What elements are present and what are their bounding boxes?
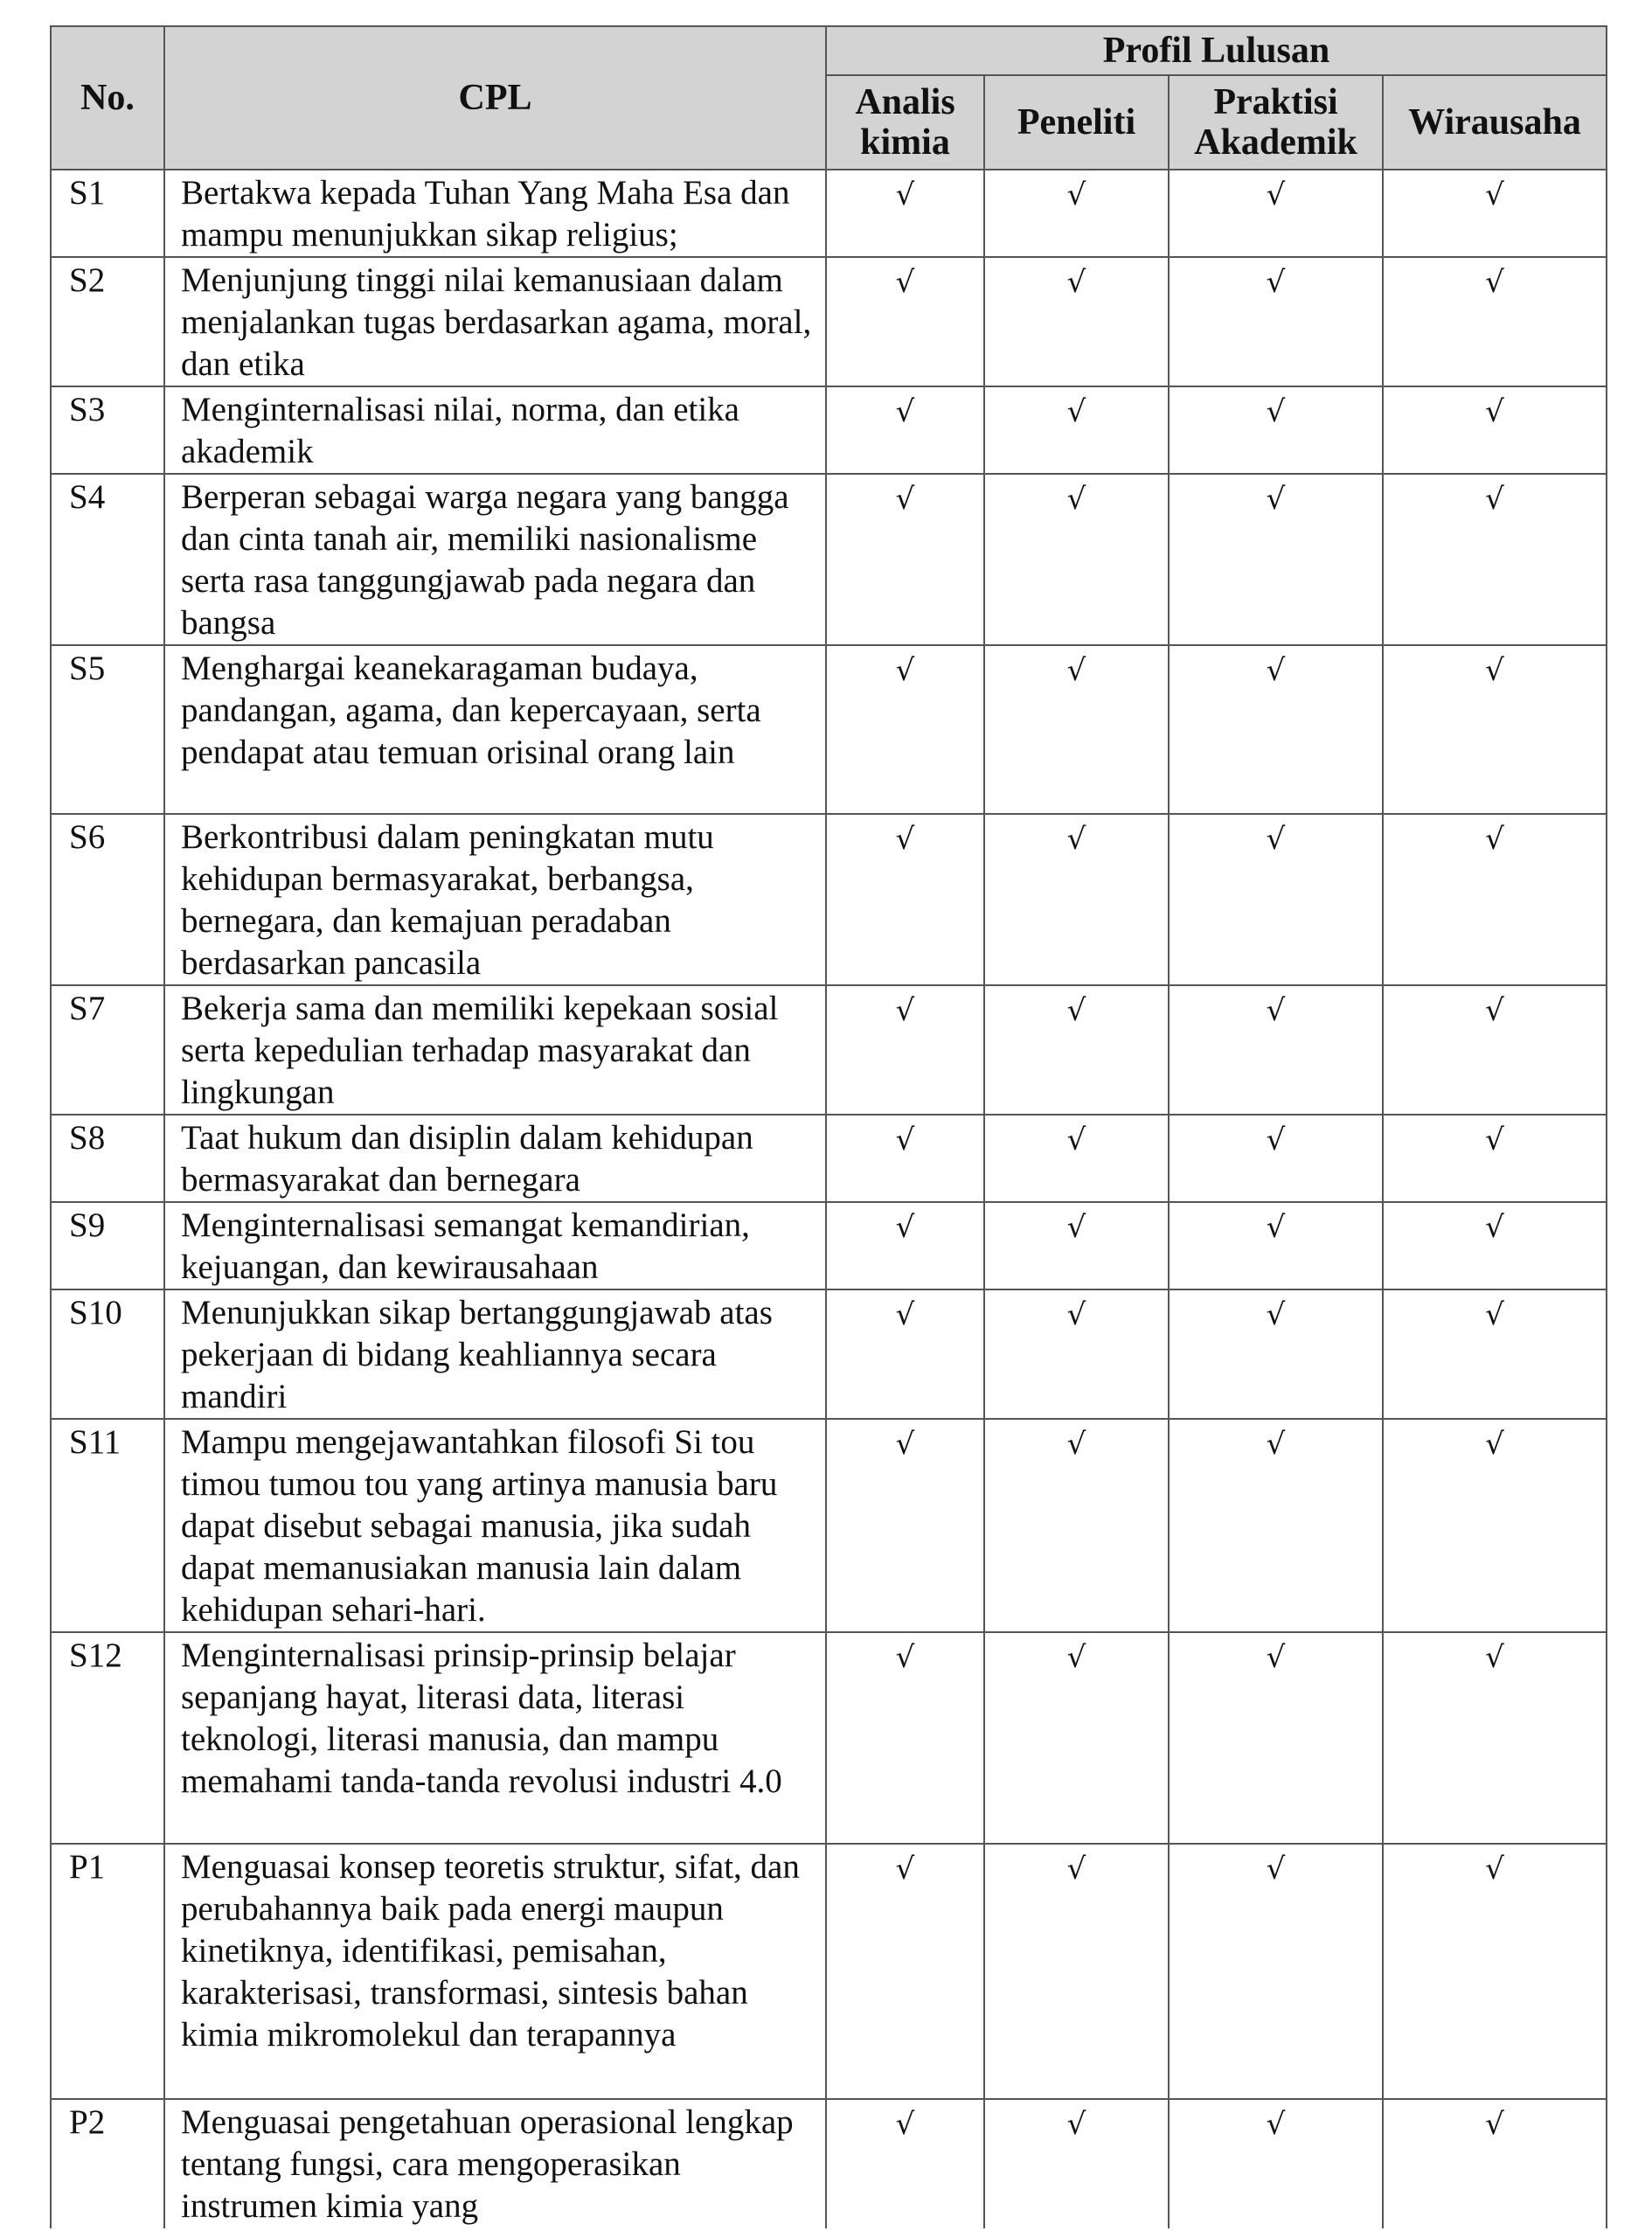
check-mark-wirausaha: √ [1383, 386, 1607, 474]
check-mark-praktisi-akademik: √ [1169, 2099, 1383, 2228]
row-description: Berperan sebagai warga negara yang bangga dan cinta tanah air, memiliki nasionalisme serta rasa tanggungjawab pada negara dan bangsa [164, 474, 826, 645]
check-mark-praktisi-akademik: √ [1169, 985, 1383, 1115]
check-mark-praktisi-akademik: √ [1169, 386, 1383, 474]
row-code: P1 [51, 1844, 164, 2099]
row-code: S1 [51, 170, 164, 257]
check-mark-praktisi-akademik: √ [1169, 645, 1383, 814]
check-mark-peneliti: √ [984, 1115, 1169, 1202]
table-row [51, 170, 1607, 257]
row-code: S5 [51, 645, 164, 814]
check-mark-peneliti: √ [984, 1202, 1169, 1289]
table-row [51, 1419, 1607, 1632]
row-code: S12 [51, 1632, 164, 1844]
check-mark-wirausaha: √ [1383, 1202, 1607, 1289]
table-row [51, 1632, 1607, 1844]
check-mark-peneliti: √ [984, 985, 1169, 1115]
table-header [51, 26, 1607, 170]
check-mark-wirausaha: √ [1383, 1844, 1607, 2099]
check-mark-praktisi-akademik: √ [1169, 170, 1383, 257]
check-mark-praktisi-akademik: √ [1169, 1289, 1383, 1419]
table-row [51, 474, 1607, 645]
check-mark-wirausaha: √ [1383, 1419, 1607, 1632]
header-cpl: CPL [164, 26, 826, 170]
check-mark-praktisi-akademik: √ [1169, 1419, 1383, 1632]
header-no: No. [51, 26, 164, 170]
check-mark-analis-kimia: √ [826, 1289, 984, 1419]
row-code: S4 [51, 474, 164, 645]
table-row [51, 257, 1607, 386]
check-mark-praktisi-akademik: √ [1169, 1115, 1383, 1202]
check-mark-analis-kimia: √ [826, 1202, 984, 1289]
table-row [51, 1289, 1607, 1419]
check-mark-analis-kimia: √ [826, 2099, 984, 2228]
table-row [51, 645, 1607, 814]
check-mark-wirausaha: √ [1383, 1632, 1607, 1844]
check-mark-praktisi-akademik: √ [1169, 1844, 1383, 2099]
check-mark-analis-kimia: √ [826, 645, 984, 814]
check-mark-praktisi-akademik: √ [1169, 814, 1383, 985]
check-mark-praktisi-akademik: √ [1169, 257, 1383, 386]
check-mark-peneliti: √ [984, 2099, 1169, 2228]
row-description: Menginternalisasi prinsip-prinsip belajar sepanjang hayat, literasi data, literasi teknologi, literasi manusia, dan mampu memahami tanda-tanda revolusi industri 4.0 [164, 1632, 826, 1844]
table-row [51, 814, 1607, 985]
check-mark-praktisi-akademik: √ [1169, 1632, 1383, 1844]
table-row [51, 1844, 1607, 2099]
check-mark-peneliti: √ [984, 1419, 1169, 1632]
check-mark-peneliti: √ [984, 474, 1169, 645]
check-mark-analis-kimia: √ [826, 1632, 984, 1844]
check-mark-wirausaha: √ [1383, 170, 1607, 257]
row-code: S7 [51, 985, 164, 1115]
table-body [51, 170, 1607, 2228]
row-code: S2 [51, 257, 164, 386]
row-description: Menjunjung tinggi nilai kemanusiaan dalam menjalankan tugas berdasarkan agama, moral, dan etika [164, 257, 826, 386]
check-mark-peneliti: √ [984, 1289, 1169, 1419]
row-code: S11 [51, 1419, 164, 1632]
check-mark-analis-kimia: √ [826, 386, 984, 474]
check-mark-wirausaha: √ [1383, 2099, 1607, 2228]
row-description: Menunjukkan sikap bertanggungjawab atas pekerjaan di bidang keahliannya secara mandiri [164, 1289, 826, 1419]
check-mark-analis-kimia: √ [826, 1419, 984, 1632]
row-code: S10 [51, 1289, 164, 1419]
row-code: S3 [51, 386, 164, 474]
row-description: Bekerja sama dan memiliki kepekaan sosial serta kepedulian terhadap masyarakat dan lingkungan [164, 985, 826, 1115]
check-mark-analis-kimia: √ [826, 257, 984, 386]
check-mark-analis-kimia: √ [826, 814, 984, 985]
check-mark-wirausaha: √ [1383, 814, 1607, 985]
header-profil-lulusan: Profil Lulusan [826, 26, 1607, 75]
check-mark-analis-kimia: √ [826, 474, 984, 645]
check-mark-peneliti: √ [984, 814, 1169, 985]
table-row [51, 985, 1607, 1115]
row-description: Menguasai konsep teoretis struktur, sifat, dan perubahannya baik pada energi maupun kinetiknya, identifikasi, pemisahan, karakterisasi, transformasi, sintesis bahan kimia mikromolekul dan terapannya [164, 1844, 826, 2099]
header-wirausaha: Wirausaha [1383, 75, 1607, 170]
row-description: Berkontribusi dalam peningkatan mutu kehidupan bermasyarakat, berbangsa, bernegara, dan kemajuan peradaban berdasarkan pancasila [164, 814, 826, 985]
check-mark-wirausaha: √ [1383, 985, 1607, 1115]
check-mark-analis-kimia: √ [826, 985, 984, 1115]
row-description: Bertakwa kepada Tuhan Yang Maha Esa dan mampu menunjukkan sikap religius; [164, 170, 826, 257]
row-description: Menguasai pengetahuan operasional lengkap tentang fungsi, cara mengoperasikan instrumen kimia yang [164, 2099, 826, 2228]
row-code: S9 [51, 1202, 164, 1289]
check-mark-analis-kimia: √ [826, 1844, 984, 2099]
check-mark-wirausaha: √ [1383, 645, 1607, 814]
table-row [51, 2099, 1607, 2228]
table-row [51, 1115, 1607, 1202]
table-row [51, 386, 1607, 474]
check-mark-wirausaha: √ [1383, 1289, 1607, 1419]
row-description: Menginternalisasi semangat kemandirian, kejuangan, dan kewirausahaan [164, 1202, 826, 1289]
check-mark-peneliti: √ [984, 386, 1169, 474]
cpl-profile-table [50, 25, 1607, 2228]
row-description: Taat hukum dan disiplin dalam kehidupan bermasyarakat dan bernegara [164, 1115, 826, 1202]
check-mark-wirausaha: √ [1383, 474, 1607, 645]
row-description: Menghargai keanekaragaman budaya, pandangan, agama, dan kepercayaan, serta pendapat atau temuan orisinal orang lain [164, 645, 826, 814]
check-mark-peneliti: √ [984, 645, 1169, 814]
check-mark-praktisi-akademik: √ [1169, 474, 1383, 645]
check-mark-wirausaha: √ [1383, 257, 1607, 386]
check-mark-peneliti: √ [984, 257, 1169, 386]
row-code: S6 [51, 814, 164, 985]
check-mark-peneliti: √ [984, 1844, 1169, 2099]
check-mark-analis-kimia: √ [826, 170, 984, 257]
check-mark-praktisi-akademik: √ [1169, 1202, 1383, 1289]
check-mark-peneliti: √ [984, 170, 1169, 257]
check-mark-wirausaha: √ [1383, 1115, 1607, 1202]
row-description: Menginternalisasi nilai, norma, dan etika akademik [164, 386, 826, 474]
table-row [51, 1202, 1607, 1289]
header-analis-kimia: Analis kimia [826, 75, 984, 170]
check-mark-analis-kimia: √ [826, 1115, 984, 1202]
check-mark-peneliti: √ [984, 1632, 1169, 1844]
row-description: Mampu mengejawantahkan filosofi Si tou timou tumou tou yang artinya manusia baru dapat disebut sebagai manusia, jika sudah dapat memanusiakan manusia lain dalam kehidupan sehari-hari. [164, 1419, 826, 1632]
header-praktisi-akademik: Praktisi Akademik [1169, 75, 1383, 170]
row-code: P2 [51, 2099, 164, 2228]
row-code: S8 [51, 1115, 164, 1202]
header-peneliti: Peneliti [984, 75, 1169, 170]
